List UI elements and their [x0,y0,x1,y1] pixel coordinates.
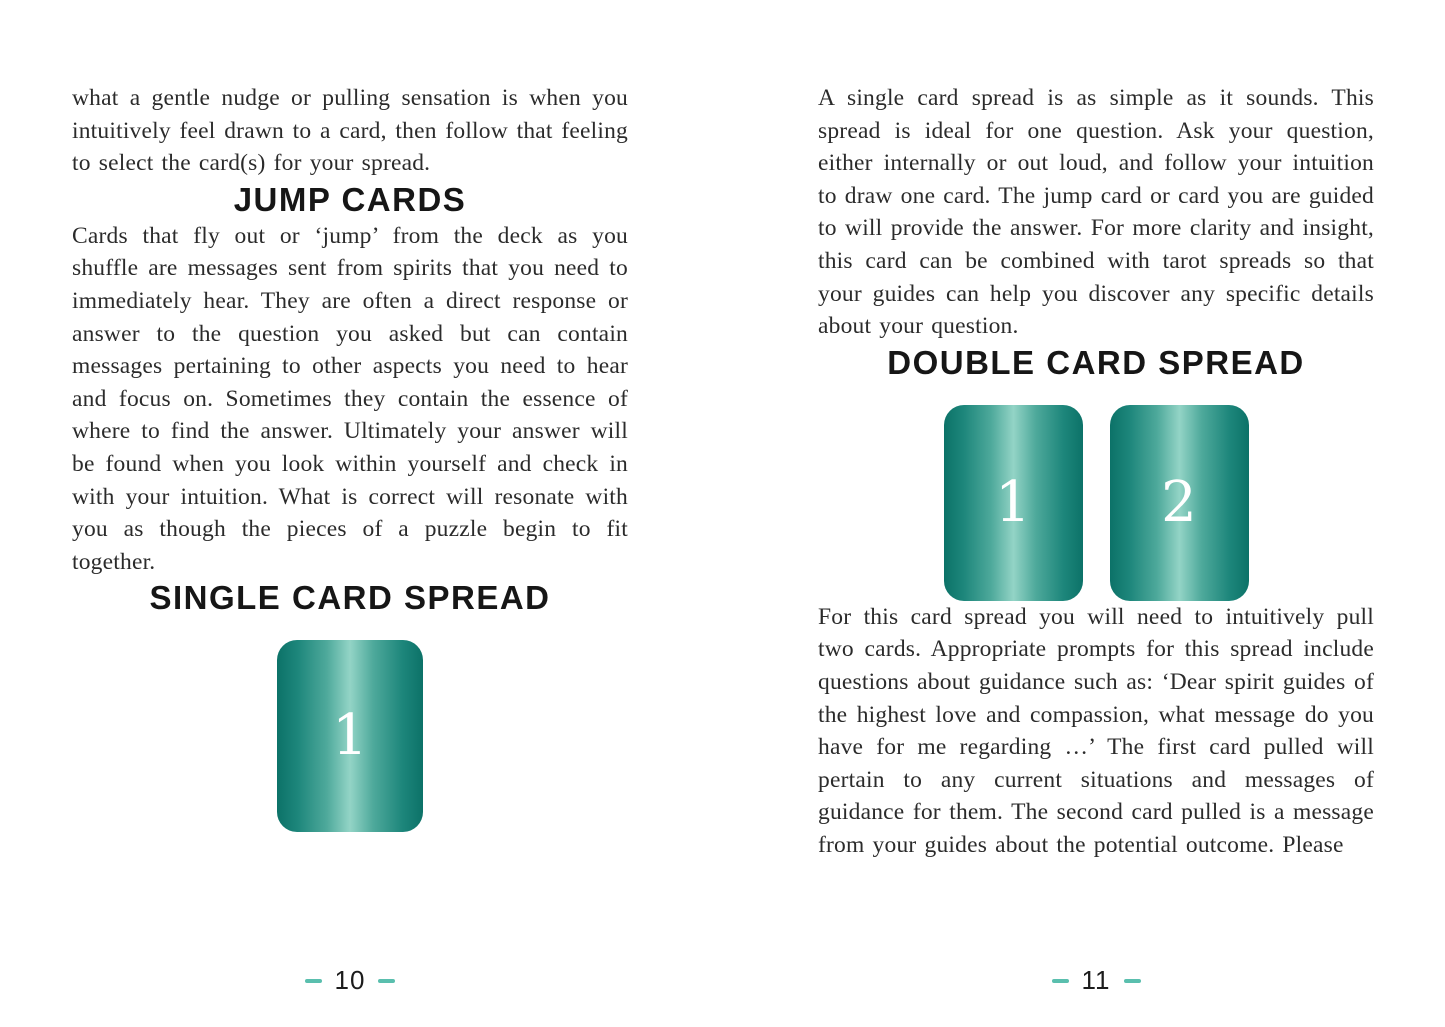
left-intro-paragraph: what a gentle nudge or pulling sensation is when you intuitively feel drawn to a card, then follow that feeling to select the card(s) for your spread. [72,85,628,177]
page-number-dash [305,979,322,983]
card-number-label: 2 [1161,469,1197,535]
tarot-card-1 [944,405,1083,601]
page-number-dash [1124,979,1141,983]
card-number-label: 1 [332,703,368,769]
right-page [818,82,1374,862]
double-card-area [818,405,1374,601]
right-page-footer [818,965,1374,996]
right-page-number: 11 [1081,965,1111,995]
double-card-spread-heading: DOUBLE CARD SPREAD [887,343,1305,381]
single-spread-paragraph: A single card spread is as simple as it sounds. This spread is ideal for one question. Ask your question, either internally or out loud, and follow your intuition to draw one card. The jump card or card you are guided to will provide the answer. For more clarity and insight, this card can be combined with tarot spreads so that your guides can help you discover any specific details about your question. [818,85,1374,340]
single-card-area [72,640,628,832]
left-page [72,82,628,832]
page-number-dash [1052,979,1069,983]
page-number-dash [378,979,395,983]
jump-cards-heading: JUMP CARDS [233,180,467,218]
jump-cards-paragraph: Cards that fly out or ‘jump’ from the deck as you shuffle are messages sent from spirits that you need to immediately hear. They are often a direct response or answer to the question you asked but can contain messages pertaining to other aspects you need to hear and focus on. Sometimes they contain the essence of where to find the answer. Ultimately your answer will be found when you look within yourself and check in with your intuition. What is correct will resonate with you as though the pieces of a puzzle begin to fit together. [72,222,628,575]
left-page-footer [72,965,628,996]
tarot-card-2 [1110,405,1249,601]
left-page-number: 10 [334,965,366,995]
single-card-spread-heading: SINGLE CARD SPREAD [149,579,551,617]
double-spread-paragraph: For this card spread you will need to intuitively pull two cards. Appropriate prompts for this spread include questions about guidance such as: ‘Dear spirit guides of the highest love and compassion, what message do you have for me regarding …’ The first card pulled will pertain to any current situations and messages of guidance for them. The second card pulled is a message from your guides about the potential outcome. Please [818,603,1374,858]
card-number-label: 1 [995,469,1031,535]
tarot-card-1 [277,640,423,832]
